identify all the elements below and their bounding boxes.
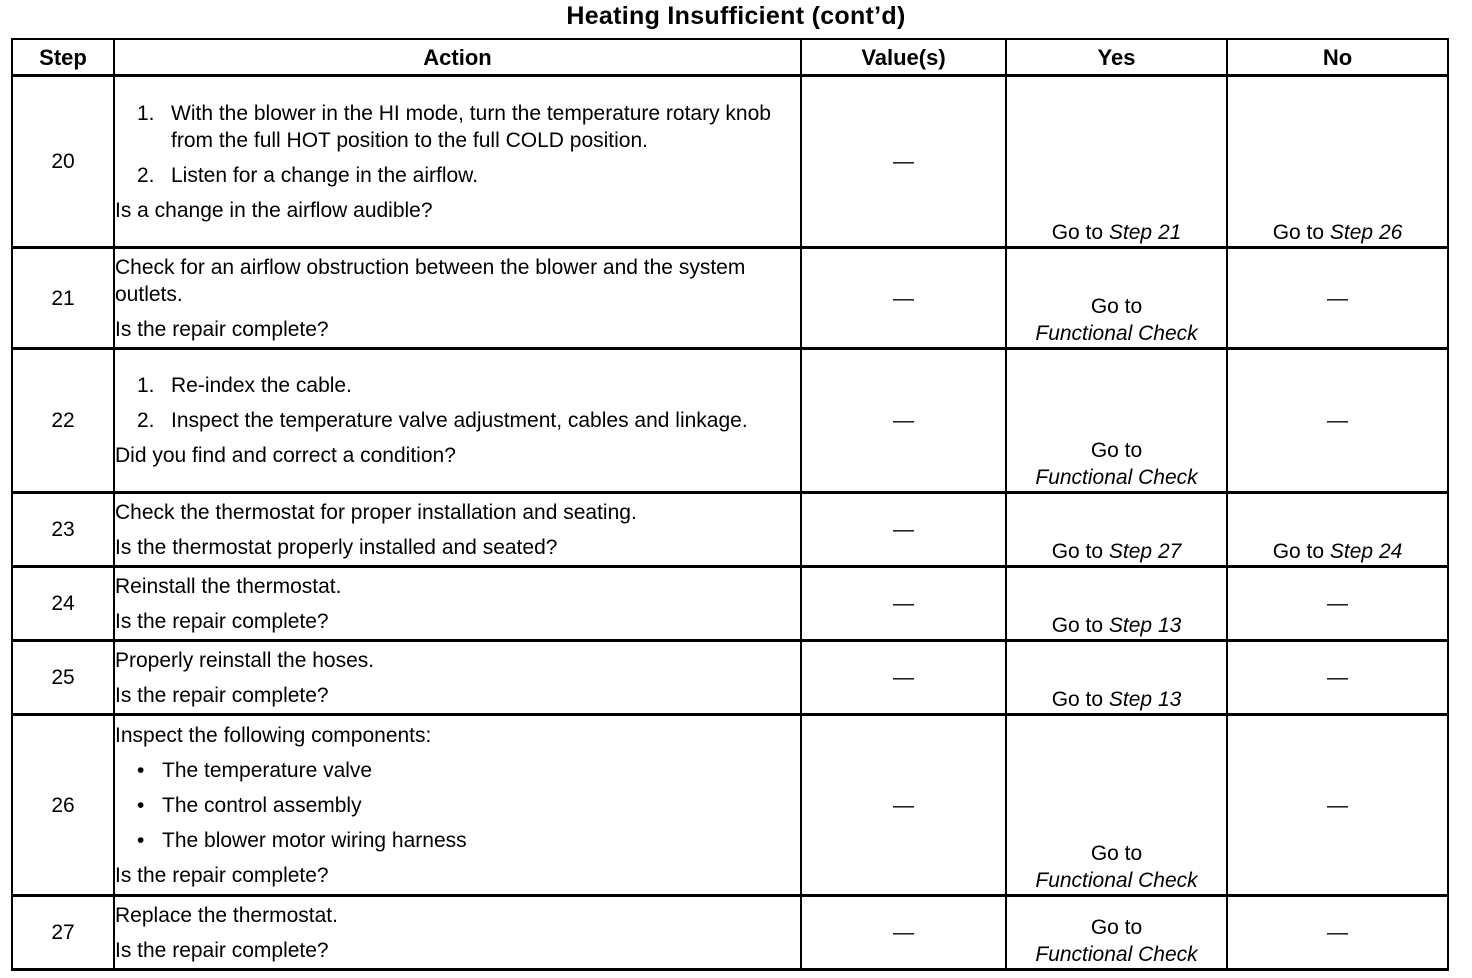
instruction-text: Reinstall the thermostat. [115, 574, 342, 598]
question-text: Is a change in the airflow audible? [115, 198, 433, 222]
yes-cell: Go to Step 13 [1006, 641, 1227, 715]
question-text: Is the thermostat properly installed and seated? [115, 535, 558, 559]
instruction-text: Replace the thermostat. [115, 903, 338, 927]
step-number: 23 [12, 493, 114, 567]
header-no: No [1227, 39, 1448, 76]
table-row [12, 715, 1448, 896]
no-cell: — [1227, 349, 1448, 493]
functional-check-link[interactable]: Functional Check [1035, 869, 1198, 892]
action-cell [114, 896, 801, 970]
yes-cell: Go to Step 21 [1006, 76, 1227, 248]
numbered-list [115, 372, 800, 434]
list-item: 2. Listen for a change in the airflow. [137, 163, 479, 187]
header-row [12, 39, 1448, 76]
page-title: Heating Insufficient (cont’d) [566, 2, 906, 30]
table-row [12, 641, 1448, 715]
no-cell: Go to Step 26 [1227, 76, 1448, 248]
numbered-list [115, 100, 800, 189]
no-cell: — [1227, 248, 1448, 349]
step-number: 20 [12, 76, 114, 248]
table-row [12, 248, 1448, 349]
no-cell: — [1227, 896, 1448, 970]
step-number: 25 [12, 641, 114, 715]
question-text: Is the repair complete? [115, 317, 329, 341]
step-link[interactable]: Step 24 [1329, 540, 1403, 563]
table-row [12, 567, 1448, 641]
yes-cell: Go to Functional Check [1006, 896, 1227, 970]
list-item: • The control assembly [137, 793, 362, 817]
value-cell: — [801, 76, 1006, 248]
value-cell: — [801, 248, 1006, 349]
table-row [12, 896, 1448, 970]
instruction-text: Check for an airflow obstruction between the blower and the system outlets. [115, 255, 746, 306]
list-item: 1. Re-index the cable. [137, 374, 352, 397]
functional-check-link[interactable]: Functional Check [1035, 322, 1198, 345]
step-number: 21 [12, 248, 114, 349]
functional-check-link[interactable]: Functional Check [1035, 466, 1198, 489]
no-cell: — [1227, 715, 1448, 896]
header-step: Step [12, 39, 114, 76]
table-row [12, 349, 1448, 493]
question-text: Is the repair complete? [115, 609, 329, 633]
yes-cell: Go to Step 13 [1006, 567, 1227, 641]
value-cell: — [801, 567, 1006, 641]
functional-check-link[interactable]: Functional Check [1035, 943, 1198, 966]
list-item: • The temperature valve [137, 758, 373, 782]
bullet-list [115, 757, 800, 854]
header-yes: Yes [1006, 39, 1227, 76]
header-values: Value(s) [801, 39, 1006, 76]
value-cell: — [801, 715, 1006, 896]
value-cell: — [801, 641, 1006, 715]
step-link[interactable]: Step 13 [1108, 614, 1182, 637]
action-cell [114, 76, 801, 248]
yes-cell: Go to Step 27 [1006, 493, 1227, 567]
step-link[interactable]: Step 26 [1329, 221, 1403, 244]
question-text: Is the repair complete? [115, 863, 329, 887]
step-link[interactable]: Step 21 [1108, 221, 1182, 244]
list-item: 2. Inspect the temperature valve adjustment, cables and linkage. [137, 409, 748, 432]
header-action: Action [114, 39, 801, 76]
instruction-text: Properly reinstall the hoses. [115, 648, 375, 672]
yes-cell: Go to Functional Check [1006, 248, 1227, 349]
action-cell [114, 567, 801, 641]
action-cell [114, 641, 801, 715]
value-cell: — [801, 349, 1006, 493]
yes-cell: Go to Functional Check [1006, 715, 1227, 896]
value-cell: — [801, 896, 1006, 970]
step-link[interactable]: Step 27 [1108, 540, 1182, 563]
no-cell: — [1227, 641, 1448, 715]
question-text: Is the repair complete? [115, 683, 329, 707]
step-number: 22 [12, 349, 114, 493]
table-row [12, 76, 1448, 248]
action-cell [114, 715, 801, 896]
action-cell [114, 248, 801, 349]
no-cell: — [1227, 567, 1448, 641]
list-item: • The blower motor wiring harness [137, 828, 467, 852]
list-item: 1. With the blower in the HI mode, turn the temperature rotary knob from the full HOT position to the full COLD position. [137, 101, 771, 152]
step-number: 26 [12, 715, 114, 896]
action-cell [114, 493, 801, 567]
question-text: Did you find and correct a condition? [115, 444, 456, 467]
action-cell [114, 349, 801, 493]
diagnostic-table [11, 38, 1449, 971]
yes-cell: Go to Functional Check [1006, 349, 1227, 493]
step-number: 27 [12, 896, 114, 970]
no-cell: Go to Step 24 [1227, 493, 1448, 567]
step-link[interactable]: Step 13 [1108, 688, 1182, 711]
instruction-text: Check the thermostat for proper installation and seating. [115, 500, 637, 524]
value-cell: — [801, 493, 1006, 567]
step-number: 24 [12, 567, 114, 641]
table-row [12, 493, 1448, 567]
instruction-text: Inspect the following components: [115, 723, 432, 747]
question-text: Is the repair complete? [115, 938, 329, 962]
